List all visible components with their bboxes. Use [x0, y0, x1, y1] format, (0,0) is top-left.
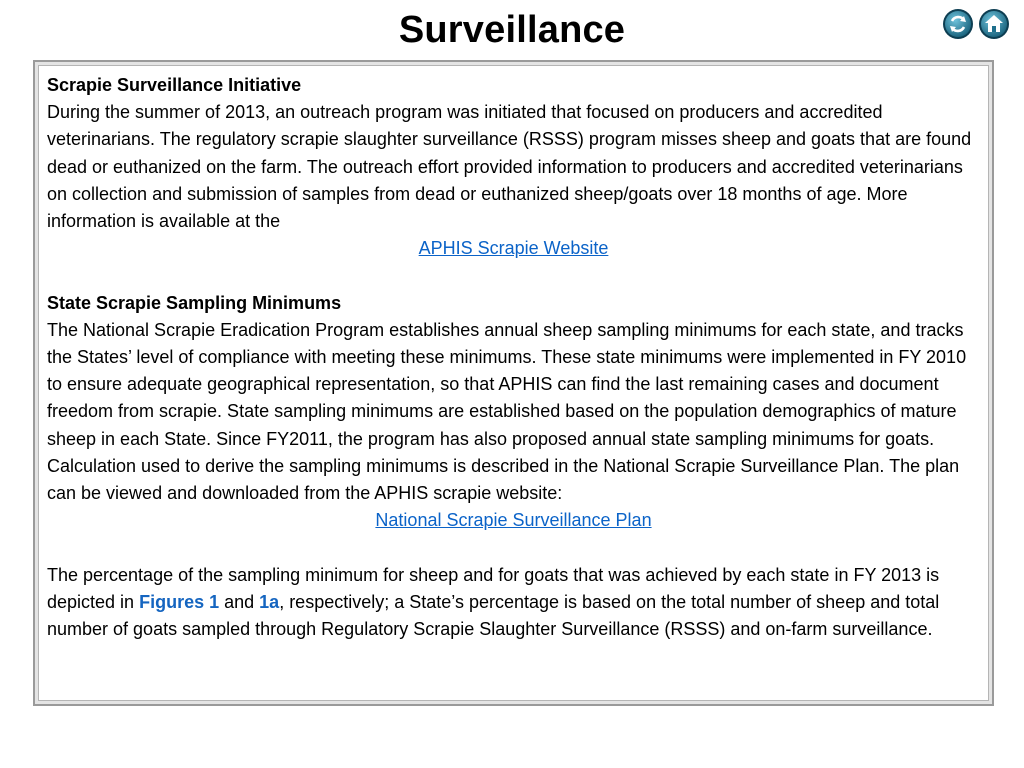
percentage-text-and: and — [219, 591, 260, 612]
home-button[interactable] — [978, 8, 1010, 40]
refresh-icon — [942, 8, 974, 40]
content-frame — [33, 60, 994, 706]
section-heading-initiative: Scrapie Surveillance Initiative — [47, 75, 302, 95]
minimums-body: The National Scrapie Eradication Program establishes annual sheep sampling minimums for each state, and tracks the States’ level of compliance with meeting these minimums. These state minimums were implemented in FY 2010 to ensure adequate geographical representation, so that APHIS can find the last remaining cases and document freedom from scrapie. State sampling minimums are established based on the population demographics of mature sheep in each State. Since FY2011, the program has also proposed annual state sampling minimums for goats. Calculation used to derive the sampling minimums is described in the National Scrapie Surveillance Plan. The plan can be viewed and downloaded from the APHIS scrapie website: — [47, 319, 967, 504]
surveillance-plan-link[interactable]: National Scrapie Surveillance Plan — [375, 510, 652, 531]
section-heading-minimums: State Scrapie Sampling Minimums — [47, 292, 342, 313]
content-panel — [38, 65, 989, 701]
percentage-paragraph — [47, 562, 980, 644]
home-icon — [978, 8, 1010, 40]
figure-1-link[interactable]: Figures 1 — [139, 591, 220, 612]
plan-link-row — [47, 507, 980, 534]
percentage-text-start: The percentage of the sampling minimum for sheep and for goats that was achieved by each state in FY 2013 is depicted in — [47, 564, 940, 612]
spacer — [47, 534, 980, 561]
figure-1a-link[interactable]: 1a — [259, 591, 280, 612]
page-title: Surveillance — [398, 9, 626, 51]
aphis-link-row — [47, 235, 980, 262]
refresh-button[interactable] — [942, 8, 974, 40]
nav-buttons — [942, 8, 1010, 40]
initiative-body: During the summer of 2013, an outreach program was initiated that focused on producers and accredited veterinarians. The regulatory scrapie slaughter surveillance (RSSS) program misses sheep and goats that are found dead or euthanized on the farm. The outreach effort provided information to producers and accredited veterinarians on collection and submission of samples from dead or euthanized sheep/goats over 18 months of age. More information is available at the — [47, 102, 972, 232]
spacer — [47, 262, 980, 289]
percentage-text-end: , respectively; a State’s percentage is based on the total number of sheep and total number of goats sampled through Regulatory Scrapie Slaughter Surveillance (RSSS) and on-farm surveillance. — [47, 591, 940, 640]
aphis-scrapie-website-link[interactable]: APHIS Scrapie Website — [418, 238, 609, 259]
